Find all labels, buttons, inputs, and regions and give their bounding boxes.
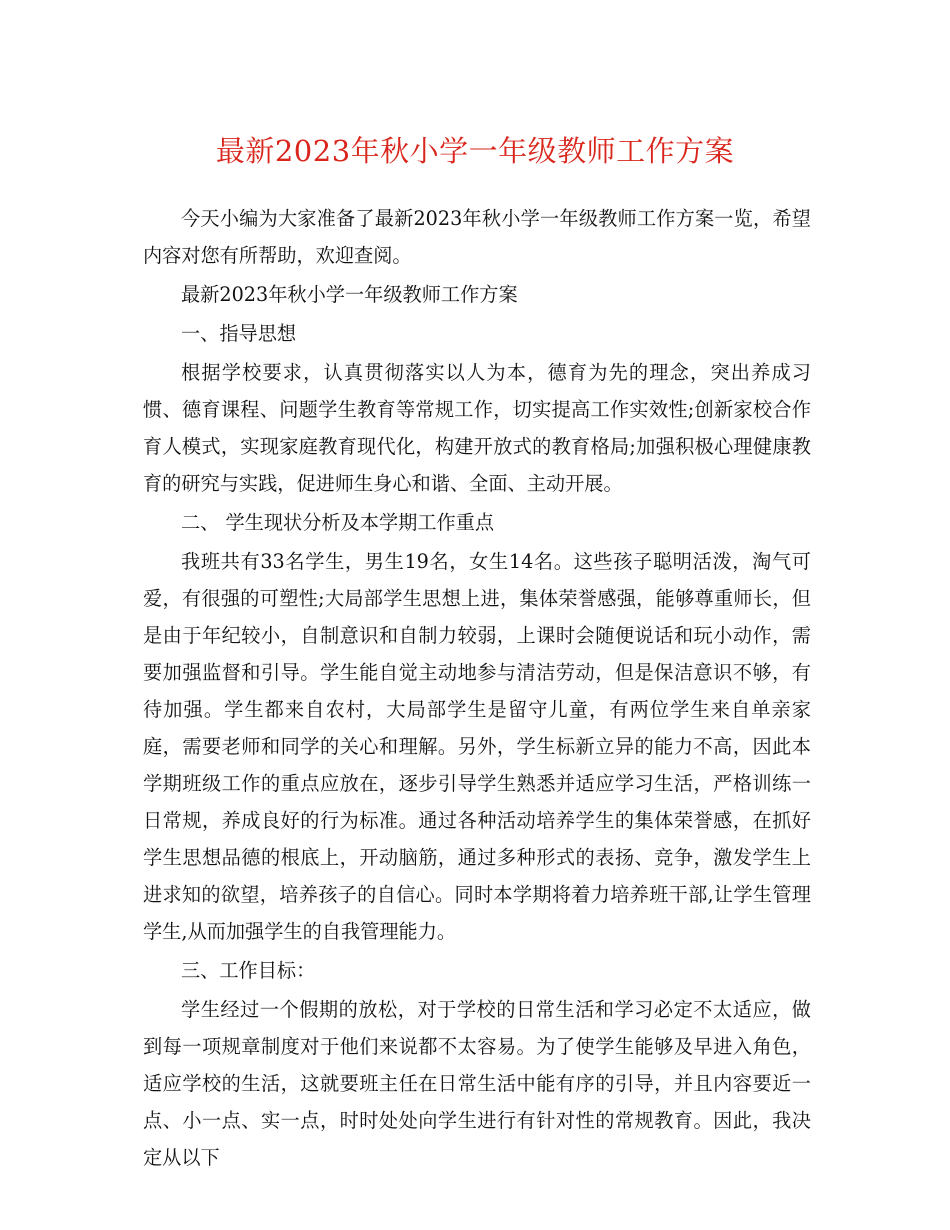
- intro-paragraph: 今天小编为大家准备了最新2023年秋小学一年级教师工作方案一览，希望内容对您有所帮助，欢迎查阅。: [143, 207, 811, 267]
- section-body-3: 学生经过一个假期的放松，对于学校的日常生活和学习必定不太适应，做到每一项规章制度对于他们来说都不太容易。为了使学生能够及早进入角色，适应学校的生活，这就要班主任在日常生活中能有序的引导，并且内容要近一点、小一点、实一点，时时处处向学生进行有针对性的常规教育。因此，我决定从以下: [143, 998, 811, 1169]
- document-body: [143, 200, 811, 1178]
- section-heading-2: 二、 学生现状分析及本学期工作重点: [181, 511, 495, 534]
- document-title: 最新2023年秋小学一年级教师工作方案: [215, 134, 735, 168]
- section-body-1: 根据学校要求，认真贯彻落实以人为本，德育为先的理念，突出养成习惯、德育课程、问题学生教育等常规工作，切实提高工作实效性;创新家校合作育人模式，实现家庭教育现代化，构建开放式的教育格局;加强积极心理健康教育的研究与实践，促进师生身心和谐、全面、主动开展。: [143, 361, 811, 495]
- document-subtitle: 最新2023年秋小学一年级教师工作方案: [181, 283, 518, 306]
- section-body-2: 我班共有33名学生，男生19名，女生14名。这些孩子聪明活泼，淘气可爱，有很强的可塑性;大局部学生思想上进，集体荣誉感强，能够尊重师长，但是由于年纪较小，自制意识和自制力较弱，上课时会随便说话和玩小动作，需要加强监督和引导。学生能自觉主动地参与清洁劳动，但是保洁意识不够，有待加强。学生都来自农村，大局部学生是留守儿童，有两位学生来自单亲家庭，需要老师和同学的关心和理解。另外，学生标新立异的能力不高，因此本学期班级工作的重点应放在，逐步引导学生熟悉并适应学习生活，严格训练一日常规，养成良好的行为标准。通过各种活动培养学生的集体荣誉感，在抓好学生思想品德的根底上，开动脑筋，通过多种形式的表扬、竞争，激发学生上进求知的欲望，培养孩子的自信心。同时本学期将着力培养班干部,让学生管理学生,从而加强学生的自我管理能力。: [143, 550, 811, 943]
- section-heading-1: 一、指导思想: [181, 322, 297, 345]
- section-heading-3: 三、工作目标：: [181, 959, 316, 982]
